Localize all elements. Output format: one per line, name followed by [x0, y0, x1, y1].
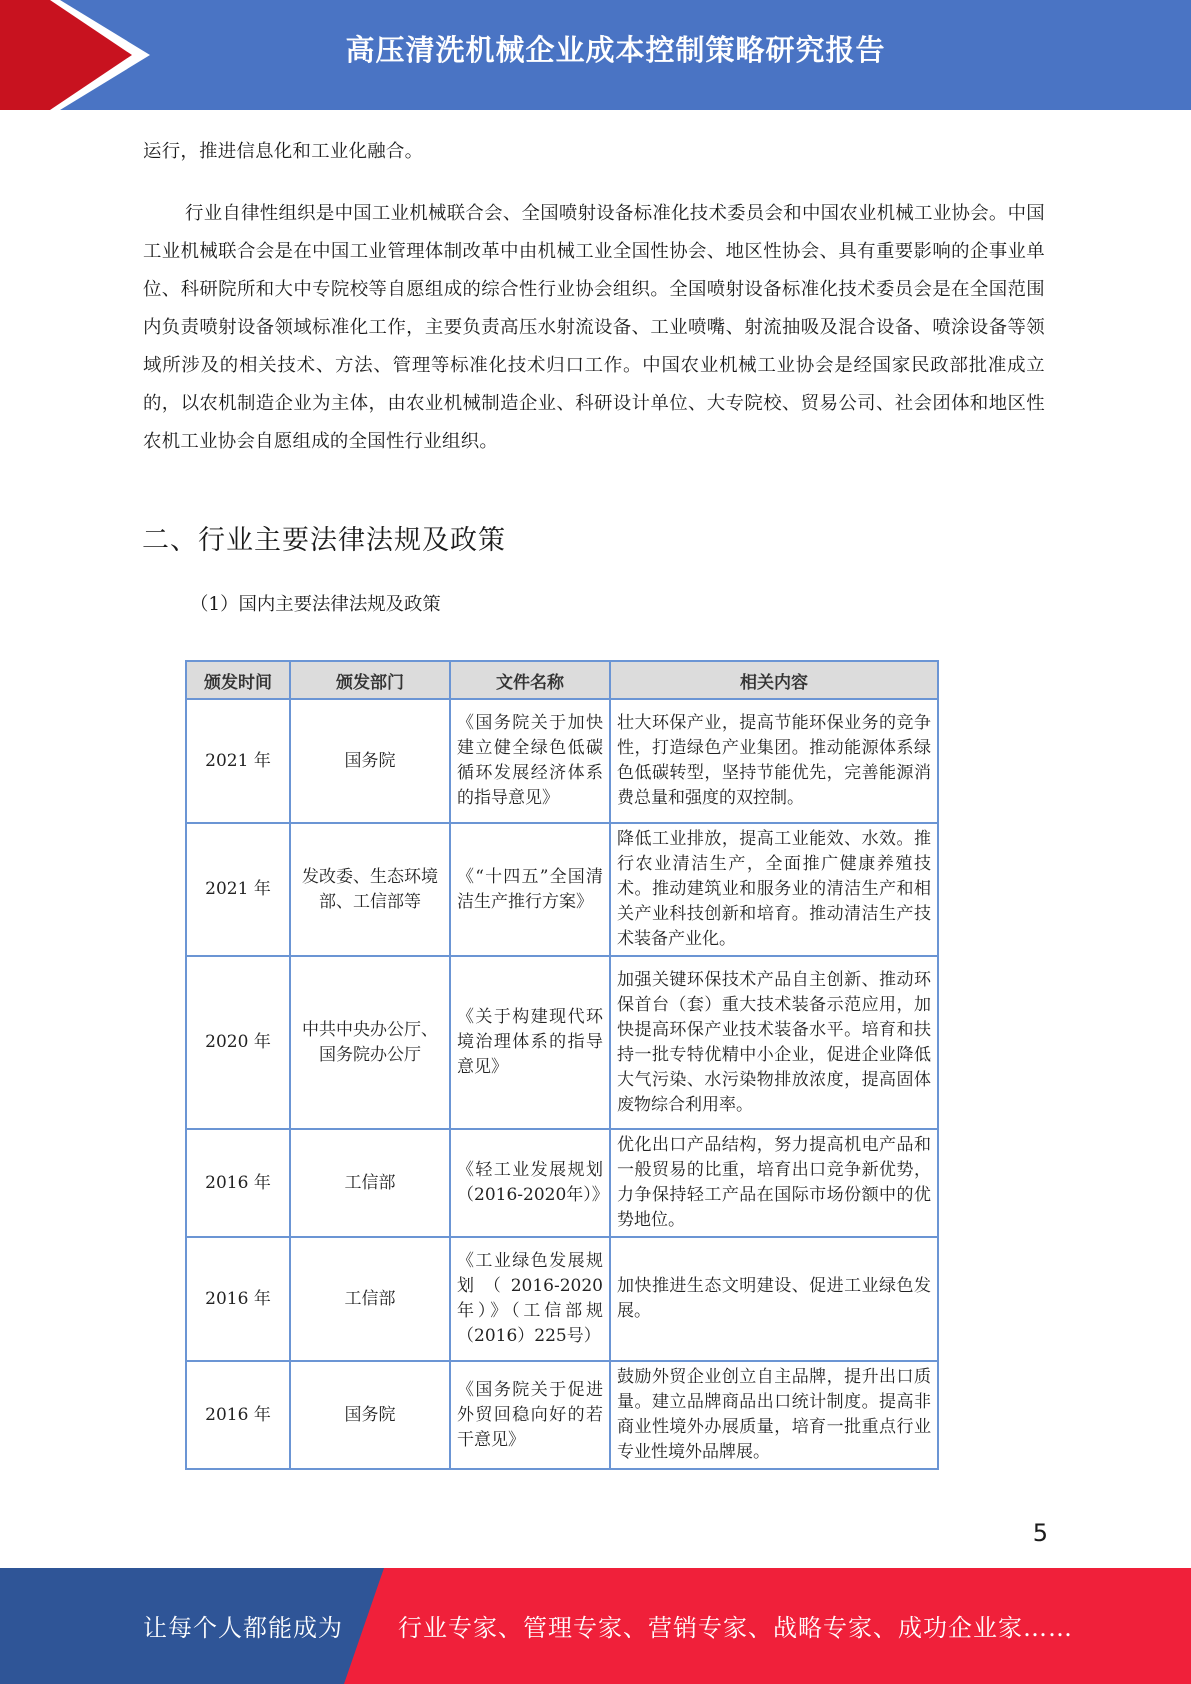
cell-content: 优化出口产品结构，努力提高机电产品和一般贸易的比重，培育出口竞争新优势，力争保持轻工产品在国际市场份额中的优势地位。: [610, 1129, 938, 1237]
page-header: [0, 0, 1191, 110]
cell-issuer: 中共中央办公厅、国务院办公厅: [290, 956, 450, 1129]
cell-date: 2021 年: [186, 823, 290, 956]
page-footer: [0, 1568, 1191, 1684]
table-header-row: [186, 661, 938, 699]
cell-document: 《国务院关于加快建立健全绿色低碳循环发展经济体系的指导意见》: [450, 699, 610, 823]
cell-content: 加强关键环保技术产品自主创新、推动环保首台（套）重大技术装备示范应用，加快提高环保产业技术装备水平。培育和扶持一批专特优精中小企业，促进企业降低大气污染、水污染物排放浓度，提高固体废物综合利用率。: [610, 956, 938, 1129]
cell-date: 2016 年: [186, 1361, 290, 1469]
header-issuer: 颁发部门: [290, 661, 450, 699]
paragraph-1: 运行，推进信息化和工业化融合。: [143, 141, 424, 162]
cell-document: 《国务院关于促进外贸回稳向好的若干意见》: [450, 1361, 610, 1469]
header-issue-date: 颁发时间: [186, 661, 290, 699]
cell-date: 2020 年: [186, 956, 290, 1129]
cell-content: 降低工业排放，提高工业能效、水效。推行农业清洁生产，全面推广健康养殖技术。推动建筑业和服务业的清洁生产和相关产业科技创新和培育。推动清洁生产技术装备产业化。: [610, 823, 938, 956]
page-number: 5: [1032, 1519, 1048, 1547]
table-row: [186, 1361, 938, 1469]
cell-document: 《“十四五”全国清洁生产推行方案》: [450, 823, 610, 956]
cell-issuer: 工信部: [290, 1237, 450, 1361]
cell-issuer: 国务院: [290, 1361, 450, 1469]
paragraph-2: 行业自律性组织是中国工业机械联合会、全国喷射设备标准化技术委员会和中国农业机械工业协会。中国工业机械联合会是在中国工业管理体制改革中由机械工业全国性协会、地区性协会、具有重要影响的企事业单位、科研院所和大中专院校等自愿组成的综合性行业协会组织。全国喷射设备标准化技术委员会是在全国范围内负责喷射设备领域标准化工作，主要负责高压水射流设备、工业喷嘴、射流抽吸及混合设备、喷涂设备等领域所涉及的相关技术、方法、管理等标准化技术归口工作。中国农业机械工业协会是经国家民政部批准成立的，以农机制造企业为主体，由农业机械制造企业、科研设计单位、大专院校、贸易公司、社会团体和地区性农机工业协会自愿组成的全国性行业组织。: [143, 203, 1045, 452]
footer-slogan-left: 让每个人都能成为: [143, 1614, 343, 1642]
cell-date: 2016 年: [186, 1237, 290, 1361]
cell-document: 《轻工业发展规划（2016-2020年）》: [450, 1129, 610, 1237]
header-content: 相关内容: [610, 661, 938, 699]
cell-content: 加快推进生态文明建设、促进工业绿色发展。: [610, 1237, 938, 1361]
table-row: [186, 1129, 938, 1237]
cell-issuer: 国务院: [290, 699, 450, 823]
cell-document: 《工业绿色发展规划（2016-2020年）》（工信部规（2016）225号）: [450, 1237, 610, 1361]
cell-issuer: 发改委、生态环境部、工信部等: [290, 823, 450, 956]
subheading: （1）国内主要法律法规及政策: [190, 594, 441, 615]
table-row: [186, 1237, 938, 1361]
table-row: [186, 956, 938, 1129]
cell-content: 壮大环保产业，提高节能环保业务的竞争性，打造绿色产业集团。推动能源体系绿色低碳转型，坚持节能优先，完善能源消费总量和强度的双控制。: [610, 699, 938, 823]
cell-issuer: 工信部: [290, 1129, 450, 1237]
footer-slogan-right: 行业专家、管理专家、营销专家、战略专家、成功企业家……: [398, 1614, 1073, 1642]
cell-date: 2016 年: [186, 1129, 290, 1237]
section-heading: 二、行业主要法律法规及政策: [142, 525, 506, 556]
header-title: 高压清洗机械企业成本控制策略研究报告: [345, 33, 886, 67]
policy-table: [185, 660, 939, 1470]
cell-date: 2021 年: [186, 699, 290, 823]
cell-document: 《关于构建现代环境治理体系的指导意见》: [450, 956, 610, 1129]
header-document-name: 文件名称: [450, 661, 610, 699]
table-row: [186, 823, 938, 956]
table-row: [186, 699, 938, 823]
cell-content: 鼓励外贸企业创立自主品牌，提升出口质量。建立品牌商品出口统计制度。提高非商业性境外办展质量，培育一批重点行业专业性境外品牌展。: [610, 1361, 938, 1469]
